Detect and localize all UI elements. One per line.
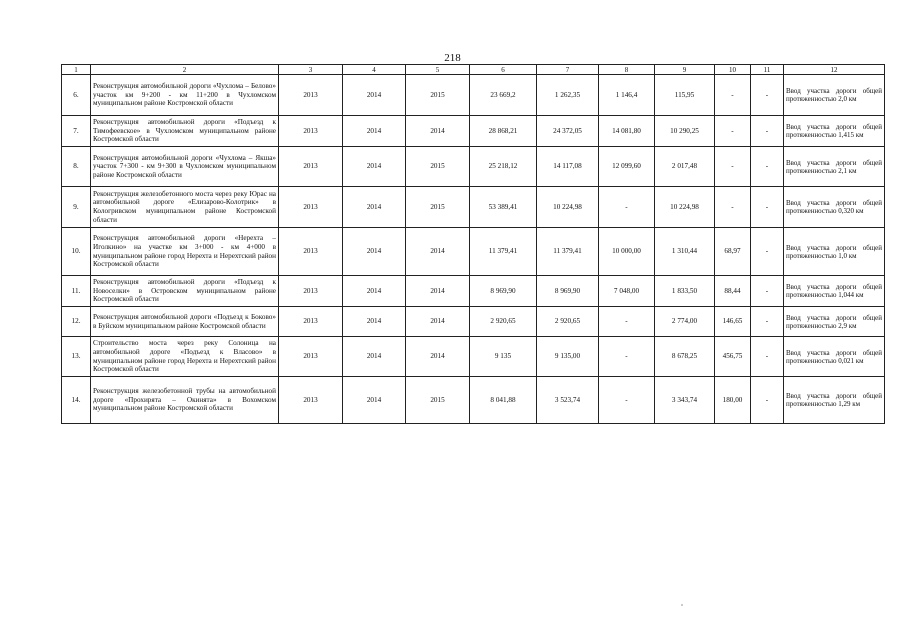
value-col8: -: [599, 307, 655, 337]
end-year: 2014: [406, 116, 470, 147]
year-col4: 2014: [343, 187, 406, 228]
value-col9: 3 343,74: [655, 377, 715, 424]
value-col7: 1 262,35: [537, 75, 599, 116]
year-col4: 2014: [343, 307, 406, 337]
result-description: Ввод участка дороги общей протяженностью 1,0 км: [784, 228, 885, 276]
table-row: [62, 147, 885, 187]
table-row: [62, 337, 885, 377]
table-row: [62, 307, 885, 337]
value-col8: 1 146,4: [599, 75, 655, 116]
start-year: 2013: [279, 187, 343, 228]
project-name: Реконструкция автомобильной дороги «Чухлома – Белово» участок км 9+200 - км 11+200 в Чухломском муниципальном районе Костромской области: [91, 75, 279, 116]
value-col8: 14 081,80: [599, 116, 655, 147]
start-year: 2013: [279, 228, 343, 276]
value-col11: -: [751, 187, 784, 228]
result-description: Ввод участка дороги общей протяженностью 1,29 км: [784, 377, 885, 424]
value-col9: 10 290,25: [655, 116, 715, 147]
value-col6: 23 669,2: [470, 75, 537, 116]
start-year: 2013: [279, 377, 343, 424]
value-col6: 11 379,41: [470, 228, 537, 276]
value-col6: 2 920,65: [470, 307, 537, 337]
start-year: 2013: [279, 307, 343, 337]
value-col6: 53 389,41: [470, 187, 537, 228]
value-col7: 24 372,05: [537, 116, 599, 147]
road-projects-table: [61, 64, 885, 424]
row-number: 14.: [62, 377, 91, 424]
project-name: Реконструкция железобетонного моста через реку Юрас на автомобильной дороге «Елизарово-Колотрик» в Кологривском муниципальном районе Костромской области: [91, 187, 279, 228]
project-name: Реконструкция железобетонной трубы на автомобильной дороге «Прохирята – Окинята» в Вохомском муниципальном районе Костромской области: [91, 377, 279, 424]
value-col11: -: [751, 337, 784, 377]
year-col4: 2014: [343, 377, 406, 424]
value-col9: 10 224,98: [655, 187, 715, 228]
value-col11: -: [751, 228, 784, 276]
row-number: 13.: [62, 337, 91, 377]
end-year: 2014: [406, 307, 470, 337]
value-col10: 146,65: [715, 307, 751, 337]
start-year: 2013: [279, 276, 343, 307]
value-col9: 1 833,50: [655, 276, 715, 307]
result-description: Ввод участка дороги общей протяженностью 2,0 км: [784, 75, 885, 116]
result-description: Ввод участка дороги общей протяженностью 0,320 км: [784, 187, 885, 228]
value-col10: -: [715, 187, 751, 228]
value-col10: 68,97: [715, 228, 751, 276]
value-col6: 25 218,12: [470, 147, 537, 187]
value-col9: 2 017,48: [655, 147, 715, 187]
row-number: 11.: [62, 276, 91, 307]
table-row: [62, 187, 885, 228]
value-col10: -: [715, 147, 751, 187]
header-cell: 8: [599, 65, 655, 75]
value-col8: -: [599, 187, 655, 228]
value-col11: -: [751, 116, 784, 147]
value-col10: 88,44: [715, 276, 751, 307]
value-col10: -: [715, 116, 751, 147]
value-col11: -: [751, 307, 784, 337]
project-name: Реконструкция автомобильной дороги «Нерехта – Иголкино» на участке км 3+000 - км 4+000 в муниципальном районе город Нерехта и Нерехтский район Костромской области: [91, 228, 279, 276]
header-cell: 2: [91, 65, 279, 75]
start-year: 2013: [279, 116, 343, 147]
project-name: Реконструкция автомобильной дороги «Подъезд к Боково» в Буйском муниципальном районе Костромской области: [91, 307, 279, 337]
project-name: Реконструкция автомобильной дороги «Чухлома – Якша» участок 7+300 - км 9+300 в Чухломском муниципальном районе Костромской области: [91, 147, 279, 187]
header-cell: 11: [751, 65, 784, 75]
end-year: 2015: [406, 187, 470, 228]
header-cell: 12: [784, 65, 885, 75]
value-col8: 7 048,00: [599, 276, 655, 307]
result-description: Ввод участка дороги общей протяженностью 0,021 км: [784, 337, 885, 377]
value-col8: 12 099,60: [599, 147, 655, 187]
end-year: 2015: [406, 147, 470, 187]
value-col9: 1 310,44: [655, 228, 715, 276]
year-col4: 2014: [343, 116, 406, 147]
year-col4: 2014: [343, 75, 406, 116]
value-col11: -: [751, 147, 784, 187]
header-cell: 7: [537, 65, 599, 75]
value-col11: -: [751, 75, 784, 116]
end-year: 2015: [406, 377, 470, 424]
header-cell: 4: [343, 65, 406, 75]
result-description: Ввод участка дороги общей протяженностью 2,9 км: [784, 307, 885, 337]
value-col11: -: [751, 377, 784, 424]
value-col7: 8 969,90: [537, 276, 599, 307]
row-number: 7.: [62, 116, 91, 147]
value-col7: 10 224,98: [537, 187, 599, 228]
value-col9: 2 774,00: [655, 307, 715, 337]
value-col6: 8 041,88: [470, 377, 537, 424]
table-row: [62, 116, 885, 147]
value-col7: 2 920,65: [537, 307, 599, 337]
end-year: 2014: [406, 276, 470, 307]
header-row: [62, 65, 885, 75]
start-year: 2013: [279, 147, 343, 187]
table-row: [62, 276, 885, 307]
table-row: [62, 228, 885, 276]
row-number: 8.: [62, 147, 91, 187]
table-row: [62, 75, 885, 116]
header-cell: 10: [715, 65, 751, 75]
value-col10: -: [715, 75, 751, 116]
value-col8: 10 000,00: [599, 228, 655, 276]
value-col11: -: [751, 276, 784, 307]
header-cell: 6: [470, 65, 537, 75]
value-col9: 8 678,25: [655, 337, 715, 377]
project-name: Реконструкция автомобильной дороги «Подъезд к Новоселки» в Островском муниципальном районе Костромской области: [91, 276, 279, 307]
project-name: Реконструкция автомобильной дороги «Подъезд к Тимофеевское» в Чухломском муниципальном районе Костромской области: [91, 116, 279, 147]
value-col10: 180,00: [715, 377, 751, 424]
value-col10: 456,75: [715, 337, 751, 377]
header-cell: 5: [406, 65, 470, 75]
value-col7: 3 523,74: [537, 377, 599, 424]
start-year: 2013: [279, 337, 343, 377]
page-number: 218: [444, 52, 461, 64]
result-description: Ввод участка дороги общей протяженностью 1,044 км: [784, 276, 885, 307]
value-col7: 14 117,08: [537, 147, 599, 187]
row-number: 12.: [62, 307, 91, 337]
row-number: 6.: [62, 75, 91, 116]
end-year: 2014: [406, 337, 470, 377]
row-number: 9.: [62, 187, 91, 228]
table-row: [62, 377, 885, 424]
year-col4: 2014: [343, 228, 406, 276]
year-col4: 2014: [343, 147, 406, 187]
header-cell: 1: [62, 65, 91, 75]
end-year: 2014: [406, 228, 470, 276]
value-col8: -: [599, 377, 655, 424]
header-cell: 9: [655, 65, 715, 75]
value-col6: 28 868,21: [470, 116, 537, 147]
result-description: Ввод участка дороги общей протяженностью 1,415 км: [784, 116, 885, 147]
project-name: Строительство моста через реку Солоница на автомобильной дороге «Подъезд к Власово» в муниципальном районе город Нерехта и Нерехтский район Костромской области: [91, 337, 279, 377]
year-col4: 2014: [343, 337, 406, 377]
year-col4: 2014: [343, 276, 406, 307]
value-col6: 8 969,90: [470, 276, 537, 307]
result-description: Ввод участка дороги общей протяженностью 2,1 км: [784, 147, 885, 187]
value-col7: 11 379,41: [537, 228, 599, 276]
value-col6: 9 135: [470, 337, 537, 377]
row-number: 10.: [62, 228, 91, 276]
value-col9: 115,95: [655, 75, 715, 116]
value-col7: 9 135,00: [537, 337, 599, 377]
header-cell: 3: [279, 65, 343, 75]
start-year: 2013: [279, 75, 343, 116]
value-col8: -: [599, 337, 655, 377]
scan-speck: [681, 604, 683, 606]
end-year: 2015: [406, 75, 470, 116]
